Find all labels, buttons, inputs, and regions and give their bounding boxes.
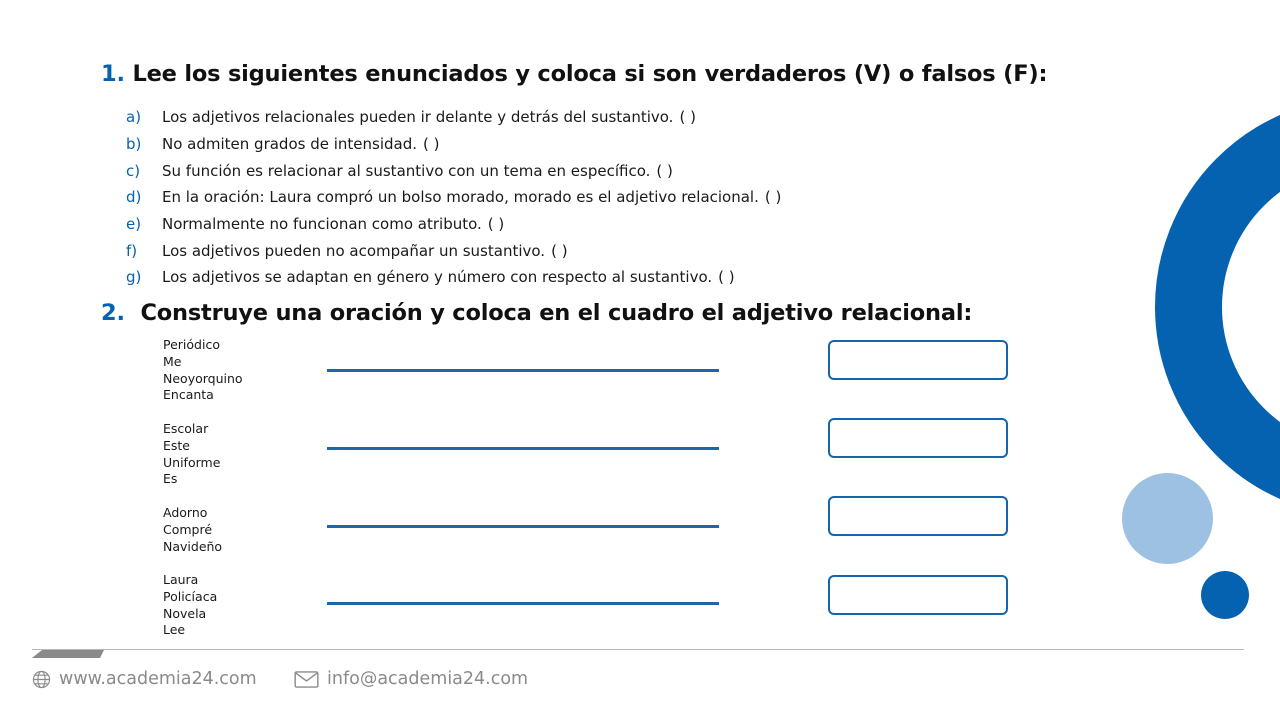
statement-letter: d) [126, 188, 142, 207]
sentence-exercise-4 [163, 572, 1013, 642]
statement-b [126, 131, 781, 158]
sentence-exercise-3 [163, 505, 1013, 575]
statement-letter: g) [126, 268, 142, 287]
globe-icon [32, 670, 51, 689]
sentence-exercise-1 [163, 337, 1013, 407]
word: Neoyorquino [163, 370, 243, 386]
section-2-heading [101, 300, 972, 326]
decorative-circle-dark [1201, 571, 1249, 619]
answer-blank[interactable]: ( ) [656, 161, 673, 180]
statement-text: Los adjetivos pueden no acompañar un sustantivo. [162, 241, 546, 260]
word: Me [163, 353, 182, 369]
word-list [163, 505, 222, 555]
statement-text: Su función es relacionar al sustantivo con un tema en específico. [162, 161, 651, 180]
statement-text: Los adjetivos se adaptan en género y número con respecto al sustantivo. [162, 268, 713, 287]
answer-blank[interactable]: ( ) [551, 241, 568, 260]
word: Compré [163, 521, 213, 537]
section-1-title: Lee los siguientes enunciados y coloca si son verdaderos (V) o falsos (F): [132, 61, 1048, 87]
word-list [163, 337, 243, 404]
footer-email[interactable] [294, 669, 528, 689]
answer-blank[interactable]: ( ) [679, 108, 696, 127]
statement-f [126, 237, 781, 264]
statement-text: En la oración: Laura compró un bolso morado, morado es el adjetivo relacional. [162, 188, 759, 207]
answer-blank[interactable]: ( ) [718, 268, 735, 287]
word: Lee [163, 622, 186, 638]
email-link[interactable]: info@academia24.com [327, 669, 529, 689]
word: Policíaca [163, 588, 218, 604]
sentence-exercise-2 [163, 421, 1013, 491]
envelope-icon [294, 671, 319, 688]
statement-g [126, 264, 781, 291]
section-1-heading [101, 61, 1047, 87]
adjective-answer-box[interactable] [828, 575, 1008, 615]
word: Encanta [163, 387, 214, 403]
decorative-ring [1155, 97, 1280, 517]
website-link[interactable]: www.academia24.com [59, 669, 257, 689]
word-list [163, 572, 217, 639]
sentence-answer-line[interactable] [327, 447, 719, 450]
section-2-number: 2. [101, 300, 125, 326]
footer-website[interactable] [32, 669, 257, 689]
statement-letter: e) [126, 215, 142, 234]
footer-divider [32, 649, 1244, 650]
statement-letter: c) [126, 161, 141, 180]
footer-tab-accent [32, 650, 104, 658]
section-1-number: 1. [101, 61, 125, 87]
statement-letter: a) [126, 108, 142, 127]
answer-blank[interactable]: ( ) [423, 135, 440, 154]
sentence-answer-line[interactable] [327, 369, 719, 372]
word-list [163, 421, 220, 488]
statement-text: Normalmente no funcionan como atributo. [162, 215, 482, 234]
word: Escolar [163, 421, 209, 436]
decorative-circle-light [1122, 473, 1213, 564]
statement-a [126, 104, 781, 131]
adjective-answer-box[interactable] [828, 340, 1008, 380]
sentence-answer-line[interactable] [327, 525, 719, 528]
answer-blank[interactable]: ( ) [487, 215, 505, 234]
statement-d [126, 184, 781, 211]
word: Es [163, 471, 178, 487]
statements-list [126, 104, 781, 291]
statement-letter: b) [126, 135, 142, 154]
statement-c [126, 157, 781, 184]
statement-e [126, 211, 781, 238]
statement-text: Los adjetivos relacionales pueden ir delante y detrás del sustantivo. [162, 108, 674, 127]
word: Novela [163, 605, 207, 621]
word: Periódico [163, 337, 220, 352]
sentence-answer-line[interactable] [327, 602, 719, 605]
adjective-answer-box[interactable] [828, 418, 1008, 458]
word: Este [163, 437, 191, 453]
answer-blank[interactable]: ( ) [764, 188, 782, 207]
word: Laura [163, 572, 199, 587]
statement-text: No admiten grados de intensidad. [162, 135, 417, 154]
adjective-answer-box[interactable] [828, 496, 1008, 536]
word: Uniforme [163, 454, 221, 470]
word: Adorno [163, 505, 208, 520]
section-2-title: Construye una oración y coloca en el cuadro el adjetivo relacional: [140, 300, 973, 326]
statement-letter: f) [126, 241, 138, 260]
word: Navideño [163, 538, 223, 554]
